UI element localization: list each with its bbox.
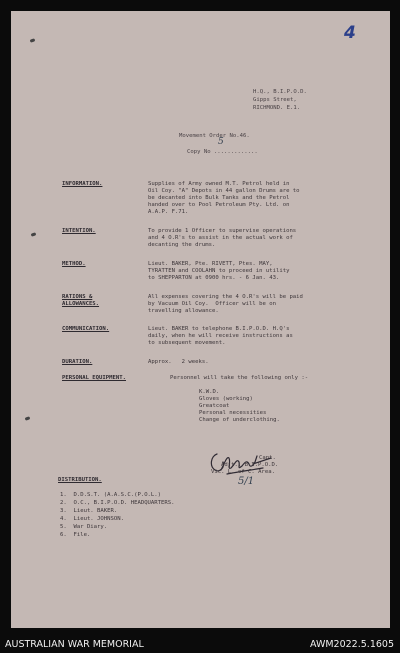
rations-line: travelling allowance. [148, 308, 219, 314]
information-line: A.A.P. F.71. [148, 209, 189, 215]
equipment-item: Gloves (working) [199, 396, 253, 402]
distribution-label: DISTRIBUTION. [58, 477, 102, 483]
equipment-item: Greatcoat [199, 403, 230, 409]
address-line: RICHMOND. E.1. [253, 105, 301, 111]
information-line: be decanted into Bulk Tanks and the Petrol [148, 195, 290, 201]
signature-title: Adjt., B.I.P.O.D. [221, 462, 279, 468]
duration-text: Approx. 2 weeks. [148, 359, 209, 365]
section-label-rations: RATIONS & [62, 294, 93, 300]
section-label-personal-equipment: PERSONAL EQUIPMENT. [62, 375, 126, 381]
copy-number-value: 5 [218, 137, 224, 147]
method-line: Lieut. BAKER, Pte. RIVETT, Ptes. MAY, [148, 261, 273, 267]
signature-rank: Capt. [259, 455, 276, 461]
equipment-item: K.W.D. [199, 389, 220, 395]
equipment-item: Personal necessities [199, 410, 267, 416]
communication-line: daily, when he will receive instructions as [148, 333, 293, 339]
distribution-item: 3. Lieut. BAKER. [60, 508, 118, 514]
section-label-information: INFORMATION. [62, 181, 103, 187]
accession-number: AWM2022.5.1605 [309, 639, 394, 650]
method-line: TYRATTEN and COOLAHN to proceed in utility [148, 268, 290, 274]
distribution-item: 5. War Diary. [60, 524, 108, 530]
information-line: Supplies of Army owned M.T. Petrol held in [148, 181, 290, 187]
section-label-duration: DURATION. [62, 359, 93, 365]
handwritten-page-number: 4 [344, 23, 356, 43]
distribution-item: 1. D.D.S.T. (A.A.S.C.(P.O.L.) [60, 492, 162, 498]
section-label-method: METHOD. [62, 261, 86, 267]
section-label-communication: COMMUNICATION. [62, 326, 110, 332]
information-line: Oil Coy. "A" Depots in 44 gallon Drums are to [148, 188, 300, 194]
personal-equipment-text: Personnel will take the following only :- [170, 375, 309, 381]
movement-order-number: Movement Order No.46. [179, 133, 250, 139]
punch-hole-mark [31, 232, 37, 237]
punch-hole-mark [30, 38, 36, 43]
signature-area: Vic. L. of C. Area. [211, 469, 275, 475]
distribution-item: 2. O.C., B.I.P.O.D. HEADQUARTERS. [60, 500, 175, 506]
communication-line: Lieut. BAKER to telephone B.I.P.O.D. H.Q's [148, 326, 290, 332]
punch-hole-mark [25, 416, 31, 421]
section-label-intention: INTENTION. [62, 228, 96, 234]
intention-line: To provide 1 Officer to supervise operations [148, 228, 297, 234]
address-line: H.Q., B.I.P.O.D. [253, 89, 307, 95]
archive-footer [0, 636, 400, 653]
address-line: Gipps Street, [253, 97, 297, 103]
section-label-rations: ALLOWANCES. [62, 301, 100, 307]
archive-name: AUSTRALIAN WAR MEMORIAL [5, 639, 144, 650]
information-line: handed over to Pool Petroleum Pty. Ltd. on [148, 202, 290, 208]
distribution-item: 6. File. [60, 532, 91, 538]
rations-line: All expenses covering the 4 O.R's will be paid [148, 294, 303, 300]
handwritten-fraction: 5/1 [238, 476, 255, 487]
intention-line: decanting the drums. [148, 242, 216, 248]
copy-number-label: Copy No ............. [187, 149, 258, 155]
communication-line: to subsequent movement. [148, 340, 226, 346]
document-page [11, 11, 390, 628]
intention-line: and 4 O.R's to assist in the actual work of [148, 235, 293, 241]
equipment-item: Change of underclothing. [199, 417, 280, 423]
distribution-item: 4. Lieut. JOHNSON. [60, 516, 124, 522]
rations-line: by Vacuum Oil Coy. Officer will be on [148, 301, 276, 307]
method-line: to SHEPPARTON at 0900 hrs. - 6 Jan. 43. [148, 275, 280, 281]
